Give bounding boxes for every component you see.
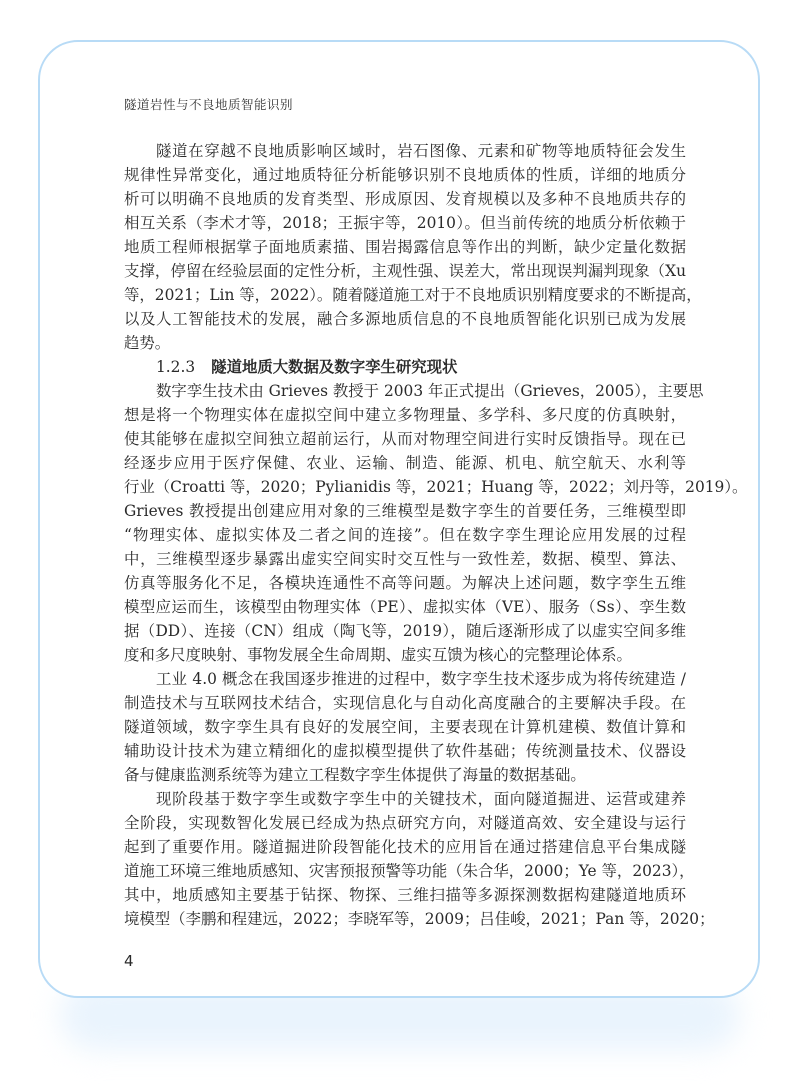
paragraph xyxy=(124,379,748,667)
text-line: Grieves 教授提出创建应用对象的三维模型是数字孪生的首要任务，三维模型即 xyxy=(124,502,686,520)
text-line: 道施工环境三维地质感知、灾害预报预警等功能（朱合华，2000；Ye 等，2023）， xyxy=(124,862,695,880)
text-line: 析可以明确不良地质的发育类型、形成原因、发育规模以及多种不良地质共存的 xyxy=(124,190,686,208)
paragraph xyxy=(124,139,702,355)
text-line: 辅助设计技术为建立精细化的虚拟模型提供了软件基础；传统测量技术、仪器设 xyxy=(124,742,686,760)
text-line: 模型应运而生，该模型由物理实体（PE）、虚拟实体（VE）、服务（Ss）、孪生数 xyxy=(124,598,686,616)
section-title: 隧道地质大数据及数字孪生研究现状 xyxy=(211,358,458,376)
page-number: 4 xyxy=(124,952,134,970)
text-line: 规律性异常变化，通过地质特征分析能够识别不良地质体的性质，详细的地质分 xyxy=(124,166,686,184)
text-line: 工业 4.0 概念在我国逐步推进的过程中，数字孪生技术逐步成为将传统建造 / xyxy=(156,670,686,688)
text-line: 现阶段基于数字孪生或数字孪生中的关键技术，面向隧道掘进、运营或建养 xyxy=(156,790,686,808)
text-line: 度和多尺度映射、事物发展全生命周期、虚实互馈为核心的完整理论体系。 xyxy=(124,646,632,664)
text-line: 隧道领域，数字孪生具有良好的发展空间，主要表现在计算机建模、数值计算和 xyxy=(124,718,686,736)
text-line: 其中，地质感知主要基于钻探、物探、三维扫描等多源探测数据构建隧道地质环 xyxy=(124,886,686,904)
text-line: 境模型（李鹏和程建远，2022；李晓军等，2009；吕佳峻，2021；Pan 等，2020； xyxy=(124,910,715,928)
page-body xyxy=(124,139,748,931)
text-line: 据（DD）、连接（CN）组成（陶飞等，2019），随后逐渐形成了以虚实空间多维 xyxy=(124,622,686,640)
section-heading xyxy=(124,355,686,379)
text-line: 起到了重要作用。隧道掘进阶段智能化技术的应用旨在通过搭建信息平台集成隧 xyxy=(124,838,686,856)
running-head: 隧道岩性与不良地质智能识别 xyxy=(124,97,294,112)
section-number: 1.2.3 xyxy=(156,358,196,376)
text-line: 地质工程师根据掌子面地质素描、围岩揭露信息等作出的判断，缺少定量化数据 xyxy=(124,238,686,256)
text-line: 制造技术与互联网技术结合，实现信息化与自动化高度融合的主要解决手段。在 xyxy=(124,694,686,712)
text-line: 趋势。 xyxy=(124,334,171,352)
text-line: 经逐步应用于医疗保健、农业、运输、制造、能源、机电、航空航天、水利等 xyxy=(124,454,686,472)
text-line: 相互关系（李术才等，2018；王振宇等，2010）。但当前传统的地质分析依赖于 xyxy=(124,214,686,232)
text-line: 隧道在穿越不良地质影响区域时，岩石图像、元素和矿物等地质特征会发生 xyxy=(156,142,686,160)
text-line: 支撑，停留在经验层面的定性分析，主观性强、误差大，常出现误判漏判现象（Xu xyxy=(124,262,686,280)
paragraph xyxy=(124,667,686,787)
text-line: 备与健康监测系统等为建立工程数字孪生体提供了海量的数据基础。 xyxy=(124,766,586,784)
text-line: 仿真等服务化不足，各模块连通性不高等问题。为解决上述问题，数字孪生五维 xyxy=(124,574,686,592)
text-line: 等，2021；Lin 等，2022）。随着隧道施工对于不良地质识别精度要求的不断提高， xyxy=(124,286,702,304)
paragraph xyxy=(124,787,715,931)
text-line: 行业（Croatti 等，2020；Pylianidis 等，2021；Huang 等，2022；刘丹等，2019）。 xyxy=(124,478,748,496)
text-line: 中，三维模型逐步暴露出虚实空间实时交互性与一致性差，数据、模型、算法、 xyxy=(124,550,686,568)
text-line: 全阶段，实现数智化发展已经成为热点研究方向，对隧道高效、安全建设与运行 xyxy=(124,814,686,832)
text-line: 数字孪生技术由 Grieves 教授于 2003 年正式提出（Grieves，2005），主要思 xyxy=(156,382,704,400)
text-line: 想是将一个物理实体在虚拟空间中建立多物理量、多学科、多尺度的仿真映射， xyxy=(124,406,686,424)
text-line: 以及人工智能技术的发展，融合多源地质信息的不良地质智能化识别已成为发展 xyxy=(124,310,686,328)
text-line: 使其能够在虚拟空间独立超前运行，从而对物理空间进行实时反馈指导。现在已 xyxy=(124,430,686,448)
text-line: “物理实体、虚拟实体及二者之间的连接”。但在数字孪生理论应用发展的过程 xyxy=(124,526,686,544)
